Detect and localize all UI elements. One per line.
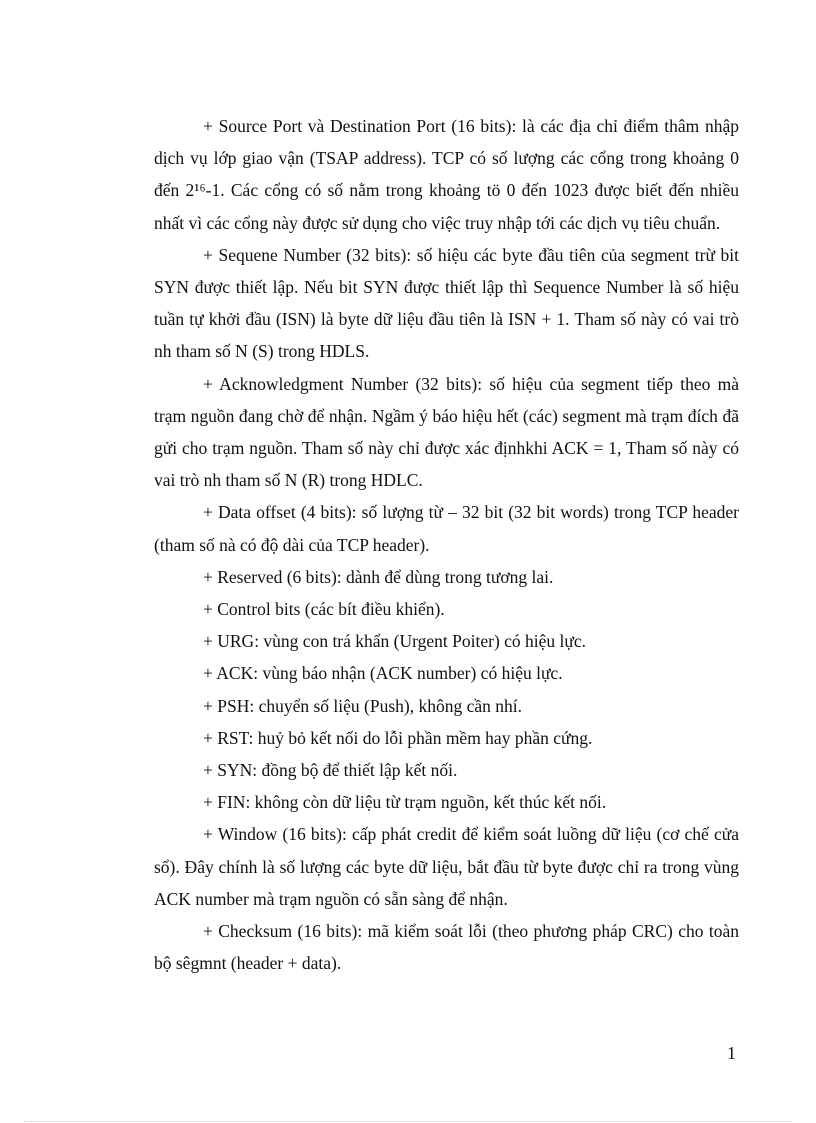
page-number: 1 [727, 1043, 736, 1063]
paragraph-data-offset: + Data offset (4 bits): số lượng từ – 32 bit (32 bit words) trong TCP header (tham số nà có độ dài của TCP header). [154, 502, 739, 555]
paragraph-urg: + URG: vùng con trá khẩn (Urgent Poiter) có hiệu lực. [203, 631, 587, 652]
paragraph-source-destination-port: + Source Port và Destination Port (16 bits): là các địa chỉ điểm thâm nhập dịch vụ lớp giao vận (TSAP address). TCP có số lượng các cổng trong khoảng 0 đến 2¹⁶-1. Các cổng có số nằm trong khoảng tö 0 đến 1023 được biết đến nhiều nhất vì các cổng này được sử dụng cho việc truy nhập tới các dịch vụ tiêu chuẩn. [154, 116, 739, 233]
paragraph-sequence-number: + Sequene Number (32 bits): số hiệu các byte đầu tiên của segment trừ bit SYN được thiết lập. Nếu bit SYN được thiết lập thì Sequence Number là số hiệu tuần tự khởi đầu (ISN) là byte dữ liệu đầu tiên là ISN + 1. Tham số này có vai trò nh tham số N (S) trong HDLS. [154, 244, 739, 362]
paragraph-psh: + PSH: chuyển số liệu (Push), không cần nhí. [203, 695, 523, 716]
paragraph-reserved: + Reserved (6 bits): dành để dùng trong tương lai. [203, 566, 554, 587]
paragraph-window: + Window (16 bits): cấp phát credit để kiểm soát luồng dữ liệu (cơ chế cửa sổ). Đây chính là số lượng các byte dữ liệu, bắt đầu từ byte được chỉ ra trong vùng ACK number mà trạm nguồn có sẵn sàng để nhận. [154, 824, 739, 909]
paragraph-rst: + RST: huỷ bỏ kết nối do lỗi phần mềm hay phần cứng. [203, 727, 593, 748]
paragraph-ack: + ACK: vùng báo nhận (ACK number) có hiệu lực. [203, 663, 563, 684]
paragraph-acknowledgment-number: + Acknowledgment Number (32 bits): số hiệu của segment tiếp theo mà trạm nguồn đang chờ để nhận. Ngầm ý báo hiệu hết (các) segment mà trạm đích đã gửi cho trạm nguồn. Tham số này chỉ được xác địnhkhi ACK = 1, Tham số này có vai trò nh tham số N (R) trong HDLC. [154, 373, 739, 491]
paragraph-checksum: + Checksum (16 bits): mã kiểm soát lỗi (theo phương pháp CRC) cho toàn bộ sêgmnt (header + data). [154, 921, 739, 974]
page-bottom-divider [24, 1121, 792, 1122]
paragraph-fin: + FIN: không còn dữ liệu từ trạm nguồn, kết thúc kết nối. [203, 792, 607, 813]
paragraph-control-bits: + Control bits (các bít điều khiển). [203, 599, 445, 620]
paragraph-syn: + SYN: đồng bộ để thiết lập kết nối. [203, 760, 458, 781]
document-body [154, 110, 739, 979]
